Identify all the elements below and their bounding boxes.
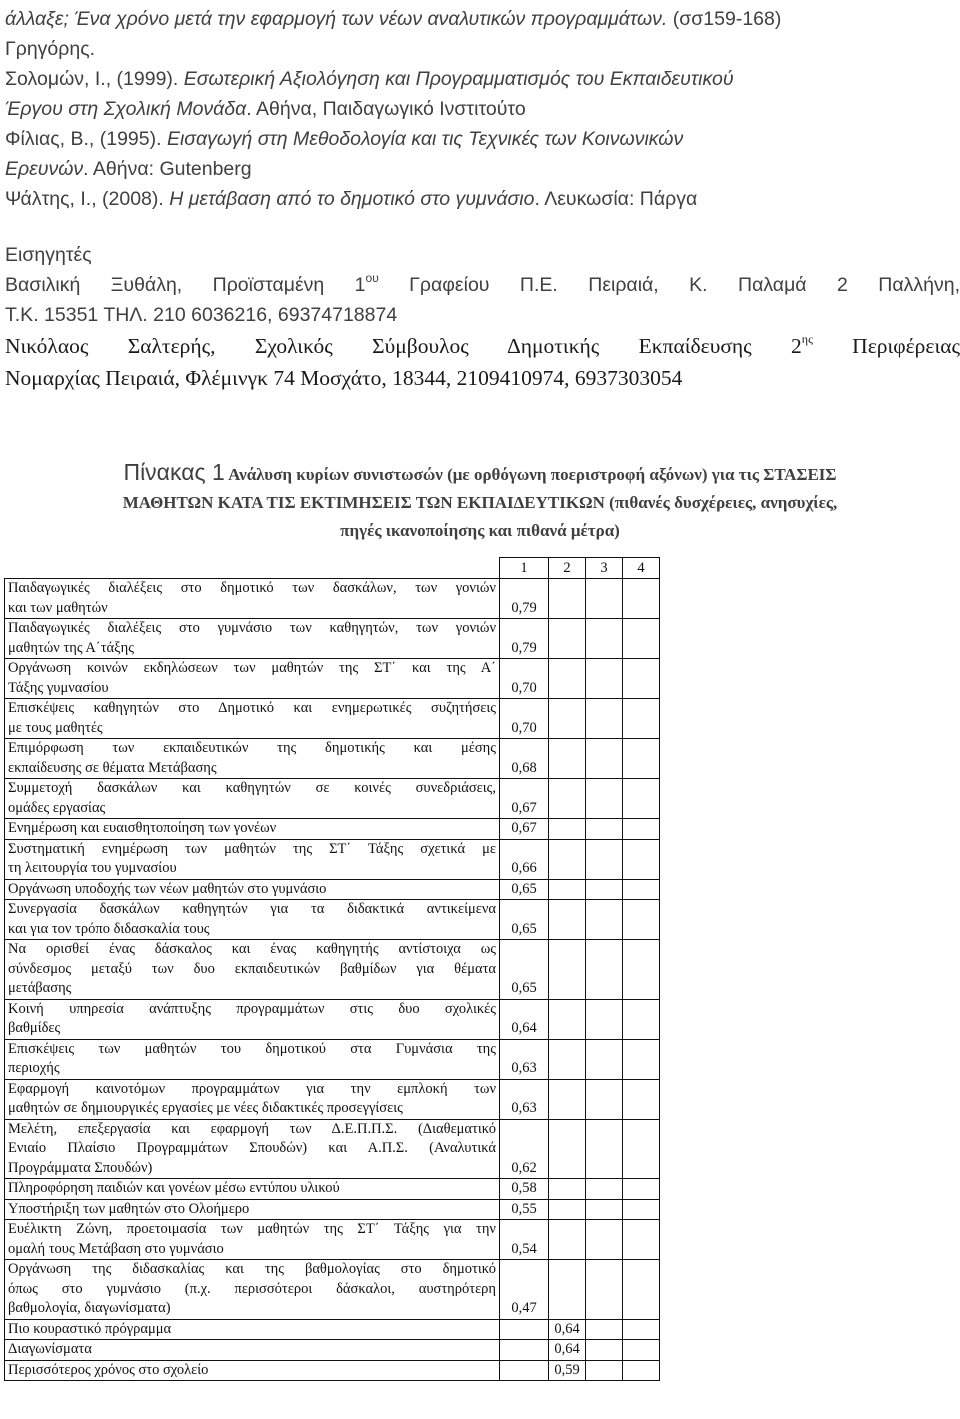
caption-label: Πίνακας 1 xyxy=(123,459,225,485)
item-label-line: Προγράμματα Σπουδών) xyxy=(8,1159,153,1176)
empty-cell xyxy=(586,779,623,819)
item-label-cell xyxy=(5,779,500,819)
loading-value: 0,79 xyxy=(500,579,549,619)
empty-cell xyxy=(586,1039,623,1079)
ref-italic: Εσωτερική Αξιολόγηση και Προγραμματισμός του Εκπαιδευτικού xyxy=(183,68,734,90)
reference-line xyxy=(5,64,960,94)
empty-cell xyxy=(623,1220,660,1260)
item-label-line: Πιο κουραστικό πρόγραμμα xyxy=(8,1320,172,1337)
ref-plain: Σολομών, Ι., (1999). xyxy=(5,68,184,90)
table-row xyxy=(5,1340,660,1361)
caption-line-1 xyxy=(0,458,960,489)
ordinal-superscript: ης xyxy=(801,331,813,346)
reference-line xyxy=(5,94,960,124)
ref-plain: Φίλιας, Β., (1995). xyxy=(5,128,167,150)
item-label-line: τη λειτουργία του γυμνασίου xyxy=(8,860,177,876)
empty-cell xyxy=(549,779,586,819)
empty-cell xyxy=(549,619,586,659)
table-row xyxy=(5,999,660,1039)
item-label-line: και για τον τρόπο διδασκαλία τους xyxy=(8,920,210,937)
empty-cell xyxy=(549,1220,586,1260)
reference-line xyxy=(5,184,960,214)
empty-cell xyxy=(623,819,660,840)
table-row xyxy=(5,1319,660,1340)
loading-value: 0,54 xyxy=(500,1220,549,1260)
item-label-cell xyxy=(5,1039,500,1079)
ref-plain: Γρηγόρης. xyxy=(5,38,96,60)
empty-cell xyxy=(586,579,623,619)
item-label-line: Να ορισθεί ένας δάσκαλος και ένας καθηγητής αντίστοιχα ως xyxy=(8,941,496,957)
empty-cell xyxy=(549,1179,586,1200)
ref-plain: (σσ159-168) xyxy=(667,8,782,30)
contributor-1-text: Βασιλική Ξυθάλη, Προϊσταμένη 1 xyxy=(5,274,366,296)
caption-line-2: ΜΑΘΗΤΩΝ ΚΑΤΑ ΤΙΣ ΕΚΤΙΜΗΣΕΙΣ ΤΩΝ ΕΚΠΑΙΔΕΥΤΙΚΩΝ (πιθανές δυσχέρειες, ανησυχίες, xyxy=(122,493,838,512)
empty-cell xyxy=(586,739,623,779)
empty-cell xyxy=(500,1360,549,1381)
table-row xyxy=(5,1039,660,1079)
empty-cell xyxy=(586,1119,623,1179)
contributor-2-line-2: Νομαρχίας Πειραιά, Φλέμινγκ 74 Μοσχάτο, 18344, 2109410974, 6937303054 xyxy=(5,366,683,390)
item-label-cell xyxy=(5,659,500,699)
item-label-line: Συνεργασία δασκάλων καθηγητών για τα διδακτικά αντικείμενα xyxy=(8,901,496,917)
ref-italic: Έργου στη Σχολική Μονάδα xyxy=(5,98,247,120)
empty-cell xyxy=(623,900,660,940)
empty-cell xyxy=(586,879,623,900)
loadings-table-body xyxy=(5,558,660,1381)
item-label-line: Συμμετοχή δασκάλων και καθηγητών σε κοινές συνεδριάσεις, xyxy=(8,780,496,796)
loading-value: 0,66 xyxy=(500,839,549,879)
empty-cell xyxy=(549,839,586,879)
loading-value: 0,65 xyxy=(500,900,549,940)
table-row xyxy=(5,879,660,900)
item-label-line: Περισσότερος χρόνος στο σχολείο xyxy=(8,1361,209,1378)
empty-cell xyxy=(623,839,660,879)
item-label-cell xyxy=(5,879,500,900)
item-label-line: μετάβασης xyxy=(8,980,72,996)
item-label-line: Επισκέψεις των μαθητών του δημοτικού στα Γυμνάσια της xyxy=(8,1040,496,1057)
ordinal-superscript: ου xyxy=(365,270,379,285)
item-label-line: Παιδαγωγικές διαλέξεις στο γυμνάσιο των καθηγητών, των γονιών xyxy=(8,620,496,636)
empty-cell xyxy=(586,619,623,659)
item-label-line: και των μαθητών xyxy=(8,599,108,616)
table-row xyxy=(5,1179,660,1200)
item-label-line: Ευέλικτη Ζώνη, προετοιμασία των μαθητών της ΣΤ΄ Τάξης για την xyxy=(8,1221,496,1237)
ref-plain: . Λευκωσία: Πάργα xyxy=(534,188,698,210)
empty-cell xyxy=(549,879,586,900)
item-label-cell xyxy=(5,1079,500,1119)
item-label-line: Οργάνωση υποδοχής των νέων μαθητών στο γυμνάσιο xyxy=(8,880,327,897)
item-label-cell xyxy=(5,1119,500,1179)
column-header: 3 xyxy=(586,558,623,579)
item-label-line: όπως στο γυμνάσιο (π.χ. περισσότεροι δάσκαλοι, αυστηρότερη xyxy=(8,1280,496,1297)
item-label-cell xyxy=(5,839,500,879)
item-label-line: Συστηματική ενημέρωση των μαθητών της ΣΤ΄ Τάξης σχετικά με xyxy=(8,840,496,857)
empty-cell xyxy=(586,819,623,840)
contributor-1-text: Γραφείου Π.Ε. Πειραιά, Κ. Παλαμά 2 Παλλήνη, xyxy=(378,274,960,296)
empty-cell xyxy=(549,900,586,940)
contributor-2-text: Νικόλαος Σαλτερής, Σχολικός Σύμβουλος Δημοτικής Εκπαίδευσης 2 xyxy=(5,334,802,358)
item-label-line: Ενιαίο Πλαίσιο Προγραμμάτων Σπουδών) και Α.Π.Σ. (Αναλυτικά xyxy=(8,1140,496,1156)
item-label-line: Κοινή υπηρεσία ανάπτυξης προγραμμάτων στις δυο σχολικές xyxy=(8,1000,496,1017)
item-label-line: με τους μαθητές xyxy=(8,719,103,736)
empty-cell xyxy=(586,1179,623,1200)
table-row xyxy=(5,1220,660,1260)
empty-cell xyxy=(549,699,586,739)
loading-value: 0,64 xyxy=(549,1319,586,1340)
column-header: 4 xyxy=(623,558,660,579)
table-row xyxy=(5,940,660,1000)
empty-cell xyxy=(586,940,623,1000)
loading-value: 0,62 xyxy=(500,1119,549,1179)
empty-cell xyxy=(623,940,660,1000)
item-label-line: Πληροφόρηση παιδιών και γονέων μέσω εντύπου υλικού xyxy=(8,1180,340,1196)
ref-italic: άλλαξε; Ένα χρόνο μετά την εφαρμογή των νέων αναλυτικών προγραμμάτων. xyxy=(5,8,668,30)
loading-value: 0,70 xyxy=(500,659,549,699)
empty-cell xyxy=(549,1260,586,1320)
item-label-line: Διαγωνίσματα xyxy=(8,1341,92,1357)
item-label-cell xyxy=(5,999,500,1039)
loading-value: 0,55 xyxy=(500,1199,549,1220)
item-label-cell xyxy=(5,900,500,940)
empty-cell xyxy=(623,1260,660,1320)
empty-cell xyxy=(623,1360,660,1381)
item-label-cell xyxy=(5,1340,500,1361)
loading-value: 0,79 xyxy=(500,619,549,659)
item-label-cell xyxy=(5,1179,500,1200)
item-label-cell xyxy=(5,1199,500,1220)
empty-cell xyxy=(586,839,623,879)
empty-cell xyxy=(586,1260,623,1320)
table-row xyxy=(5,579,660,619)
table-row xyxy=(5,699,660,739)
table-row xyxy=(5,839,660,879)
loading-value: 0,64 xyxy=(549,1340,586,1361)
item-label-cell xyxy=(5,1260,500,1320)
empty-cell xyxy=(586,659,623,699)
loadings-table xyxy=(4,557,660,1381)
empty-cell xyxy=(623,619,660,659)
loading-value: 0,64 xyxy=(500,999,549,1039)
contributor-1-line-2: Τ.Κ. 15351 ΤΗΛ. 210 6036216, 69374718874 xyxy=(5,304,398,326)
loading-value: 0,63 xyxy=(500,1039,549,1079)
item-label-line: Εφαρμογή καινοτόμων προγραμμάτων για την εμπλοκή των xyxy=(8,1080,496,1097)
contributor-2-text: Περιφέρειας xyxy=(812,334,960,358)
table-row xyxy=(5,1360,660,1381)
ref-italic: Η μετάβαση από το δημοτικό στο γυμνάσιο xyxy=(169,188,535,210)
item-label-line: Επισκέψεις καθηγητών στο Δημοτικό και ενημερωτικές συζητήσεις xyxy=(8,700,496,716)
reference-line xyxy=(5,124,960,154)
contributor-1-line-1 xyxy=(5,270,960,300)
item-label-line: Επιμόρφωση των εκπαιδευτικών της δημοτικής και μέσης xyxy=(8,740,496,756)
loading-value: 0,65 xyxy=(500,940,549,1000)
ref-plain: Ψάλτης, Ι., (2008). xyxy=(5,188,170,210)
header-blank-cell xyxy=(5,558,500,579)
empty-cell xyxy=(549,1199,586,1220)
item-label-line: Τάξης γυμνασίου xyxy=(8,679,109,696)
empty-cell xyxy=(549,1119,586,1179)
empty-cell xyxy=(623,1199,660,1220)
empty-cell xyxy=(549,819,586,840)
loading-value: 0,58 xyxy=(500,1179,549,1200)
item-label-line: μαθητών της Α΄τάξης xyxy=(8,639,134,656)
item-label-cell xyxy=(5,1360,500,1381)
contributors-section xyxy=(5,240,960,394)
caption-text: Ανάλυση κυρίων συνιστωσών (με ορθόγωνη ποεριστροφή αξόνων) για τις ΣΤΑΣΕΙΣ xyxy=(224,465,837,484)
table-row xyxy=(5,739,660,779)
empty-cell xyxy=(549,1039,586,1079)
table-row xyxy=(5,1119,660,1179)
empty-cell xyxy=(586,1360,623,1381)
loading-value: 0,47 xyxy=(500,1260,549,1320)
ref-italic: Εισαγωγή στη Μεθοδολογία και τις Τεχνικές των Κοινωνικών xyxy=(166,128,684,150)
item-label-line: μαθητών σε δημιουργικές εργασίες με νέες διδακτικές προσεγγίσεις xyxy=(8,1100,403,1116)
item-label-cell xyxy=(5,1220,500,1260)
column-header: 2 xyxy=(549,558,586,579)
item-label-line: Υποστήριξη των μαθητών στο Ολοήμερο xyxy=(8,1200,250,1217)
empty-cell xyxy=(549,940,586,1000)
loading-value: 0,67 xyxy=(500,819,549,840)
empty-cell xyxy=(549,659,586,699)
ref-italic: Ερευνών xyxy=(5,158,84,180)
item-label-cell xyxy=(5,1319,500,1340)
empty-cell xyxy=(549,1079,586,1119)
empty-cell xyxy=(623,779,660,819)
loading-value: 0,59 xyxy=(549,1360,586,1381)
item-label-cell xyxy=(5,579,500,619)
table-row xyxy=(5,1199,660,1220)
loading-value: 0,67 xyxy=(500,779,549,819)
caption-line-3: πηγές ικανοποίησης και πιθανά μέτρα) xyxy=(340,521,620,540)
loading-value: 0,70 xyxy=(500,699,549,739)
table-row xyxy=(5,619,660,659)
table-row xyxy=(5,819,660,840)
ref-plain: . Αθήνα, Παιδαγωγικό Ινστιτούτο xyxy=(246,98,526,120)
empty-cell xyxy=(623,1119,660,1179)
empty-cell xyxy=(586,699,623,739)
empty-cell xyxy=(586,1319,623,1340)
empty-cell xyxy=(623,699,660,739)
column-header: 1 xyxy=(500,558,549,579)
item-label-line: Οργάνωση κοινών εκδηλώσεων των μαθητών της ΣΤ΄ και της Α΄ xyxy=(8,660,496,676)
empty-cell xyxy=(623,739,660,779)
table-header-row xyxy=(5,558,660,579)
item-label-line: ομαλή τους Μετάβαση στο γυμνάσιο xyxy=(8,1240,224,1257)
table-row xyxy=(5,1079,660,1119)
empty-cell xyxy=(586,900,623,940)
empty-cell xyxy=(623,879,660,900)
table-row xyxy=(5,900,660,940)
item-label-cell xyxy=(5,699,500,739)
empty-cell xyxy=(623,999,660,1039)
empty-cell xyxy=(500,1340,549,1361)
contributors-heading: Εισηγητές xyxy=(5,244,92,266)
empty-cell xyxy=(623,1319,660,1340)
empty-cell xyxy=(586,1079,623,1119)
item-label-line: Μελέτη, επεξεργασία και εφαρμογή των Δ.Ε.Π.Π.Σ. (Διαθεματικό xyxy=(8,1120,496,1137)
empty-cell xyxy=(549,579,586,619)
item-label-cell xyxy=(5,739,500,779)
empty-cell xyxy=(549,999,586,1039)
item-label-line: εκπαίδευσης σε θέματα Μετάβασης xyxy=(8,759,217,776)
contributor-2-line-1 xyxy=(5,330,960,362)
empty-cell xyxy=(586,1199,623,1220)
item-label-cell xyxy=(5,940,500,1000)
item-label-line: σύνδεσμος μεταξύ των δυο εκπαιδευτικών βαθμίδων για θέματα xyxy=(8,960,496,977)
item-label-cell xyxy=(5,819,500,840)
empty-cell xyxy=(586,999,623,1039)
reference-line xyxy=(5,34,960,64)
empty-cell xyxy=(586,1340,623,1361)
loading-value: 0,68 xyxy=(500,739,549,779)
reference-list xyxy=(5,4,960,214)
item-label-line: βαθμίδες xyxy=(8,1020,61,1036)
empty-cell xyxy=(623,579,660,619)
item-label-line: Ενημέρωση και ευαισθητοποίηση των γονέων xyxy=(8,820,277,836)
loading-value: 0,63 xyxy=(500,1079,549,1119)
table-caption xyxy=(0,458,960,545)
item-label-line: Οργάνωση της διδασκαλίας και της βαθμολογίας στο δημοτικό xyxy=(8,1261,496,1277)
item-label-line: βαθμολογία, διαγωνίσματα) xyxy=(8,1300,171,1316)
ref-plain: . Αθήνα: Gutenberg xyxy=(83,158,252,180)
reference-line xyxy=(5,154,960,184)
empty-cell xyxy=(623,1079,660,1119)
table-row xyxy=(5,659,660,699)
empty-cell xyxy=(623,659,660,699)
table-row xyxy=(5,779,660,819)
item-label-line: ομάδες εργασίας xyxy=(8,799,106,816)
item-label-line: περιοχής xyxy=(8,1060,60,1076)
empty-cell xyxy=(623,1340,660,1361)
loading-value: 0,65 xyxy=(500,879,549,900)
empty-cell xyxy=(549,739,586,779)
empty-cell xyxy=(500,1319,549,1340)
empty-cell xyxy=(623,1179,660,1200)
item-label-cell xyxy=(5,619,500,659)
reference-line xyxy=(5,4,960,34)
empty-cell xyxy=(623,1039,660,1079)
table-row xyxy=(5,1260,660,1320)
empty-cell xyxy=(586,1220,623,1260)
item-label-line: Παιδαγωγικές διαλέξεις στο δημοτικό των δασκάλων, των γονιών xyxy=(8,580,496,596)
